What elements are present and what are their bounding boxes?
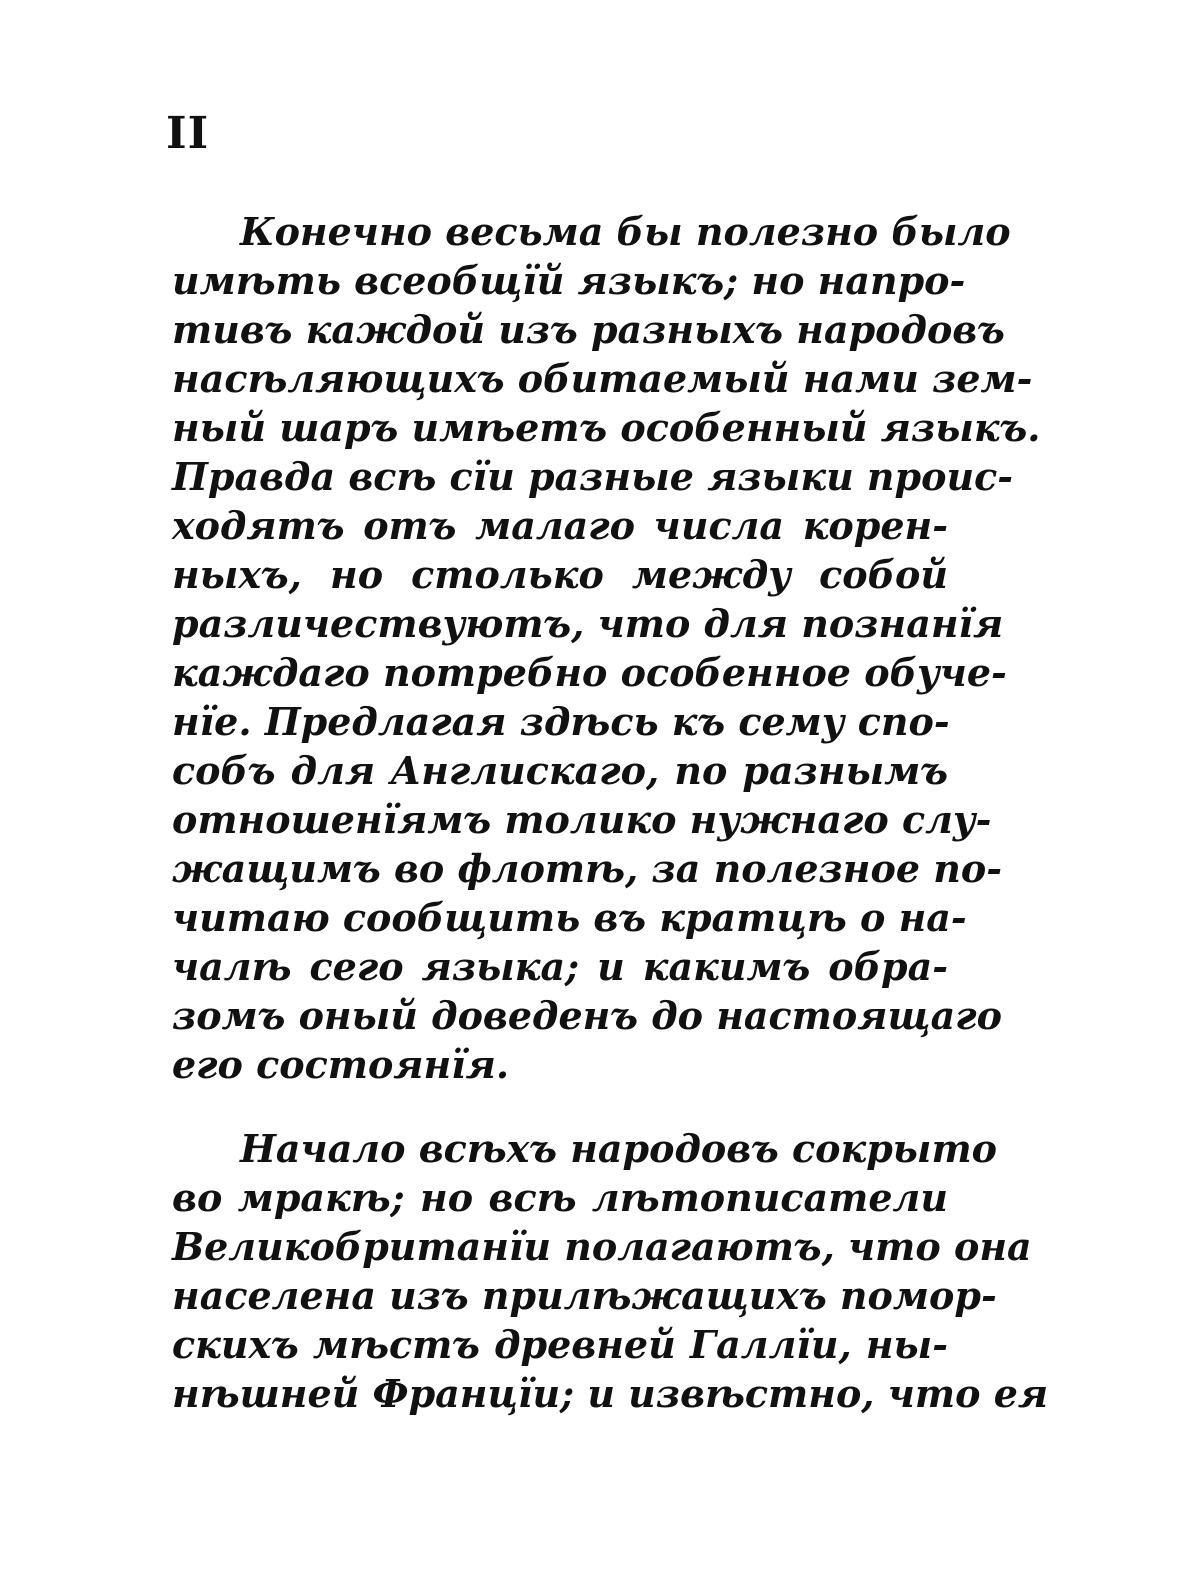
text-line: нïе. Предлагая здѣсь къ сему спо- [172, 699, 950, 744]
text-line: зомъ оный доведенъ до настоящаго [172, 993, 1002, 1038]
text-line: Великобританïи полагаютъ, что она [172, 1224, 1032, 1269]
text-line: читаю сообщить въ кратцѣ о на- [172, 895, 967, 940]
text-line: Конечно весьма бы полезно было [240, 209, 1011, 254]
text-line: ныхъ, но столько между собой [172, 552, 948, 597]
text-line: нѣшней Францïи; и извѣстно, что ея [172, 1371, 1049, 1416]
text-line: населена изъ прилѣжащихъ помор- [172, 1273, 997, 1318]
text-line: Начало всѣхъ народовъ сокрыто [240, 1126, 998, 1171]
text-line: его состоянïя. [172, 1042, 510, 1087]
text-line: ный шаръ имѣетъ особенный языкъ. [172, 405, 1041, 450]
text-line: жащимъ во флотѣ, за полезное по- [172, 846, 1002, 891]
text-line: насѣляющихъ обитаемый нами зем- [172, 356, 1033, 401]
text-line: скихъ мѣстъ древней Галлïи, ны- [172, 1322, 948, 1367]
text-line: во мракѣ; но всѣ лѣтописатели [172, 1175, 948, 1220]
text-line: каждаго потребно особенное обуче- [172, 650, 1007, 695]
text-line: различествуютъ, что для познанïя [172, 601, 1004, 646]
text-line: отношенïямъ толико нужнаго слу- [172, 797, 992, 842]
text-line: ходятъ отъ малаго числа корен- [172, 503, 948, 548]
text-line: имѣть всеобщïй языкъ; но напро- [172, 258, 966, 303]
text-line: собъ для Англискаго, по разнымъ [172, 748, 948, 793]
text-line: тивъ каждой изъ разныхъ народовъ [172, 307, 1005, 352]
text-line: чалѣ сего языка; и какимъ обра- [172, 944, 948, 989]
text-line: Правда всѣ сïи разные языки проис- [172, 454, 1014, 499]
page-number: II [166, 108, 210, 159]
